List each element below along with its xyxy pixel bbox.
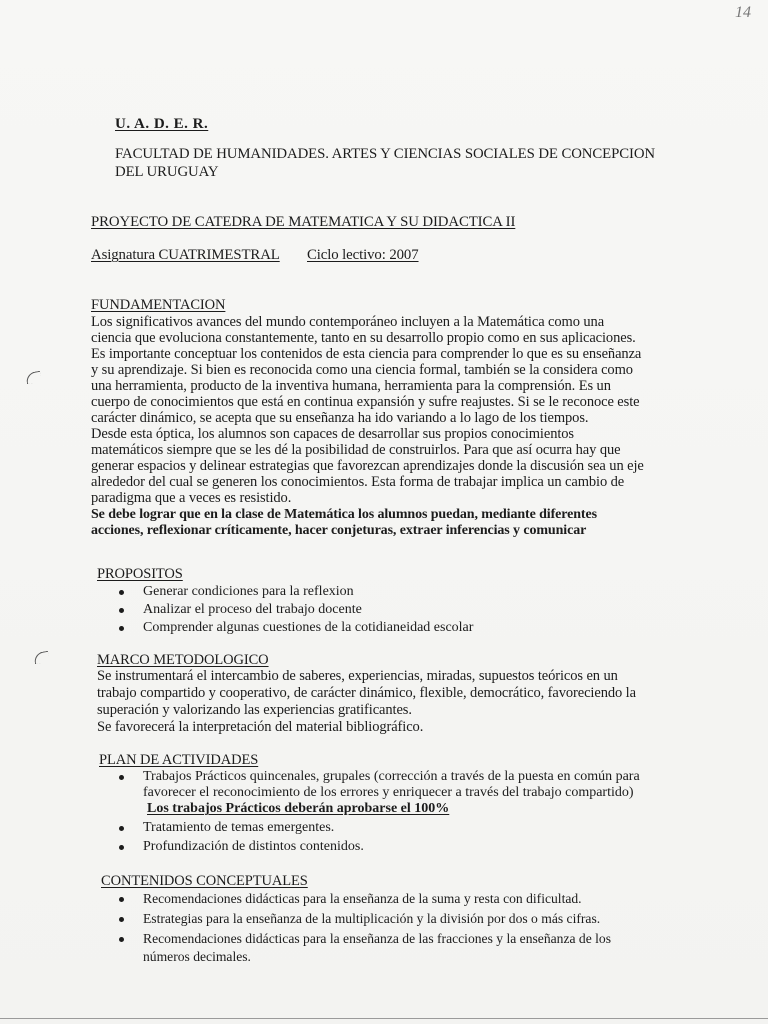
list-item: Tratamiento de temas emergentes. (116, 820, 640, 836)
list-item-line: Recomendaciones didácticas para la enseñanza de las fracciones y la enseñanza de los (143, 931, 612, 946)
page-number-handwritten: 14 (735, 4, 751, 21)
section-heading-propositos: PROPOSITOS (97, 566, 183, 582)
project-title: PROYECTO DE CATEDRA DE MATEMATICA Y SU DIDACTICA II (91, 214, 516, 230)
body-line: paradigma que a veces es resistido. (91, 490, 292, 506)
institution-abbr: U. A. D. E. R. (115, 116, 209, 132)
list-item: Estrategias para la enseñanza de la multiplicación y la división por dos o más cifras. (116, 911, 611, 927)
section-heading-plan: PLAN DE ACTIVIDADES (99, 752, 259, 768)
list-item: Profundización de distintos contenidos. (116, 839, 640, 855)
list-item-bold-line: Los trabajos Prácticos deberán aprobarse el 100% (147, 801, 450, 816)
body-line: cuerpo de conocimientos que está en continua expansión y sufre reajustes. Si se le reconoce este (91, 394, 640, 410)
body-line: superación y valorizando las experiencias gratificantes. (97, 702, 412, 718)
list-item (116, 931, 611, 965)
marco-body (97, 668, 636, 736)
body-line: trabajo compartido y cooperativo, de carácter dinámico, flexible, democrático, favoreciendo la (97, 685, 636, 701)
subject-label: Asignatura CUATRIMESTRAL (91, 247, 280, 263)
list-item (116, 769, 640, 817)
list-item-line: números decimales. (143, 949, 251, 964)
list-item-line: Trabajos Prácticos quincenales, grupales (corrección a través de la puesta en común para (143, 769, 640, 784)
list-item-line: favorecer el reconocimiento de los errores y enriquecer a través del trabajo compartido) (143, 785, 634, 800)
faculty-line-2: DEL URUGUAY (115, 164, 219, 180)
page-bottom-edge (0, 1018, 768, 1019)
bold-line: acciones, reflexionar críticamente, hacer conjeturas, extraer inferencias y comunicar (91, 523, 587, 538)
body-line: Los significativos avances del mundo contemporáneo incluyen a la Matemática como una (91, 314, 605, 330)
body-line: Desde esta óptica, los alumnos son capaces de desarrollar sus propios conocimientos (91, 426, 574, 442)
list-item: Generar condiciones para la reflexion (116, 584, 473, 600)
body-line: y su aprendizaje. Si bien es reconocida como una ciencia formal, también se la considera como (91, 362, 633, 378)
contenidos-list (116, 891, 611, 965)
section-heading-marco: MARCO METODOLOGICO (97, 652, 269, 668)
body-line: matemáticos siempre que se les dé la posibilidad de construirlos. Para que así ocurra hay que (91, 442, 621, 458)
fundamentacion-body (91, 314, 644, 539)
body-line: ciencia que evoluciona constantemente, tanto en su desarrollo propio como en sus aplicaciones. (91, 330, 636, 346)
body-line: Se instrumentará el intercambio de saberes, experiencias, miradas, supuestos teóricos en un (97, 668, 618, 684)
body-line: carácter dinámico, se acepta que su enseñanza ha ido variando a lo lago de los tiempos. (91, 410, 589, 426)
plan-list (116, 769, 640, 855)
list-item: Recomendaciones didácticas para la enseñanza de la suma y resta con dificultad. (116, 891, 611, 907)
bold-line: Se debe lograr que en la clase de Matemática los alumnos puedan, mediante diferentes (91, 507, 597, 522)
section-heading-fundamentacion: FUNDAMENTACION (91, 297, 226, 313)
section-heading-contenidos: CONTENIDOS CONCEPTUALES (101, 873, 308, 889)
body-line: Se favorecerá la interpretación del material bibliográfico. (97, 719, 424, 735)
body-line: una herramienta, producto de la inventiva humana, herramienta para la comprensión. Es un (91, 378, 611, 394)
body-line: generar espacios y delinear estrategias que favorezcan aprendizajes donde la discusión sea un eje (91, 458, 644, 474)
propositos-list (116, 584, 473, 636)
list-item: Analizar el proceso del trabajo docente (116, 602, 473, 618)
margin-mark-icon (25, 371, 42, 384)
body-line: Es importante conceptuar los contenidos de esta ciencia para comprender lo que es su enseñanza (91, 346, 642, 362)
margin-mark-icon (33, 651, 50, 664)
cycle-label: Ciclo lectivo: 2007 (307, 247, 419, 263)
list-item: Comprender algunas cuestiones de la cotidianeidad escolar (116, 620, 473, 636)
faculty-line-1: FACULTAD DE HUMANIDADES. ARTES Y CIENCIAS SOCIALES DE CONCEPCION (115, 146, 656, 162)
body-line: alrededor del cual se generen los conocimientos. Esta forma de trabajar implica un cambio de (91, 474, 625, 490)
